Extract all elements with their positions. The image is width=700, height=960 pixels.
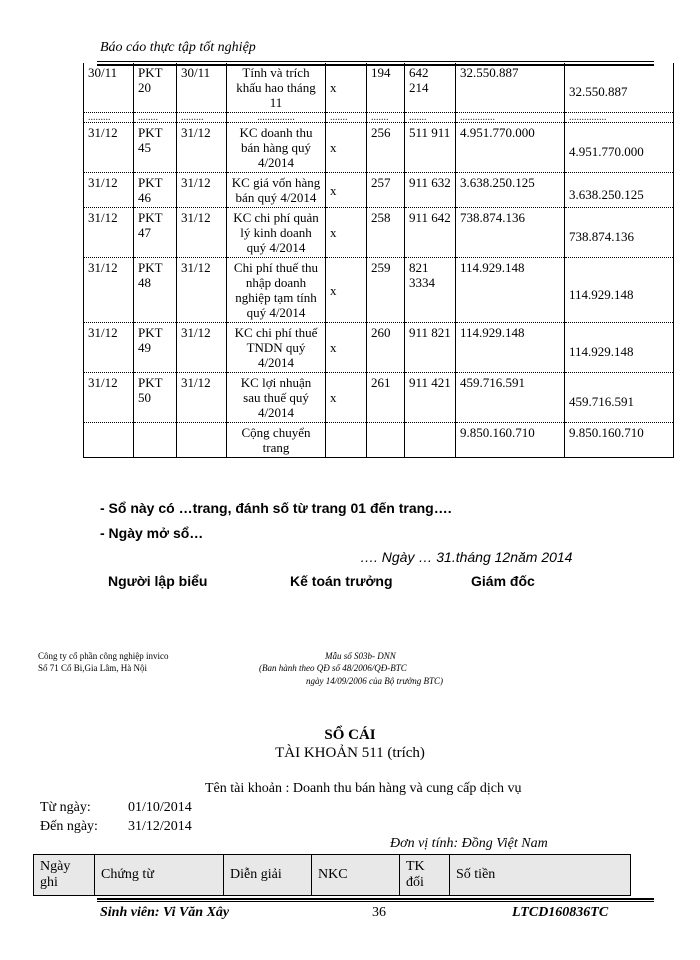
empty-cell (84, 423, 134, 458)
empty-cell (134, 423, 177, 458)
col-header: Số tiền (450, 855, 631, 896)
contra-account: ....... (405, 113, 456, 123)
date-from (40, 800, 192, 816)
signing-date: …. Ngày … 31.tháng 12năm 2014 (360, 549, 573, 565)
footer-rule (97, 901, 654, 902)
voucher-number: PKT 50 (134, 373, 177, 423)
date-to-label: Đến ngày: (40, 819, 98, 834)
credit-amount: 114.929.148 (565, 258, 674, 323)
nkc-line: 261 (367, 373, 405, 423)
debit-amount: 4.951.770.000 (456, 123, 565, 173)
table-row (84, 173, 674, 208)
debit-amount: 114.929.148 (456, 323, 565, 373)
voucher-date: 31/12 (177, 123, 227, 173)
voucher-date: 30/11 (177, 63, 227, 113)
header-rule (97, 61, 654, 62)
footer-page-number: 36 (372, 905, 386, 920)
empty-cell (326, 423, 367, 458)
signature-chief-accountant: Kế toán trưởng (290, 573, 393, 589)
description: Tính và trích khấu hao tháng 11 (227, 63, 326, 113)
table-row (84, 113, 674, 123)
nkc-line: 260 (367, 323, 405, 373)
credit-amount: 459.716.591 (565, 373, 674, 423)
entry-date: 30/11 (84, 63, 134, 113)
nkc-line: 257 (367, 173, 405, 208)
debit-amount: 738.874.136 (456, 208, 565, 258)
description: ............... (227, 113, 326, 123)
entry-date: 31/12 (84, 373, 134, 423)
credit-amount: ............... (565, 113, 674, 123)
note-open-date: - Ngày mở sổ… (100, 525, 204, 541)
credit-amount: 114.929.148 (565, 323, 674, 373)
ledger-title: SỔ CÁI (324, 727, 376, 743)
contra-account: 911 821 (405, 323, 456, 373)
description: Chi phí thuế thu nhập doanh nghiệp tạm tính quý 4/2014 (227, 258, 326, 323)
total-debit: 9.850.160.710 (456, 423, 565, 458)
contra-account: 821 3334 (405, 258, 456, 323)
table-row (84, 208, 674, 258)
currency-unit: Đơn vị tính: Đồng Việt Nam (390, 836, 548, 851)
nkc-line: 259 (367, 258, 405, 323)
contra-account: 642 214 (405, 63, 456, 113)
empty-cell (177, 423, 227, 458)
debit-amount: 32.550.887 (456, 63, 565, 113)
posted-mark: ....... (326, 113, 367, 123)
contra-account: 911 421 (405, 373, 456, 423)
posted-mark: x (326, 208, 367, 258)
voucher-date: ......... (177, 113, 227, 123)
account-name: Tên tài khoản : Doanh thu bán hàng và cung cấp dịch vụ (205, 781, 522, 796)
total-credit: 9.850.160.710 (565, 423, 674, 458)
debit-amount: 114.929.148 (456, 258, 565, 323)
voucher-number: PKT 20 (134, 63, 177, 113)
entry-date: 31/12 (84, 323, 134, 373)
table-row (84, 373, 674, 423)
contra-account: 911 632 (405, 173, 456, 208)
company-name: Công ty cổ phần công nghiệp invico (38, 651, 169, 661)
entry-date: 31/12 (84, 208, 134, 258)
entry-date: 31/12 (84, 123, 134, 173)
nkc-line: 256 (367, 123, 405, 173)
empty-cell (367, 423, 405, 458)
contra-account: 511 911 (405, 123, 456, 173)
col-header: TK đối (400, 855, 450, 896)
credit-amount: 4.951.770.000 (565, 123, 674, 173)
form-code: Mẫu số S03b- DNN (325, 651, 396, 661)
voucher-date: 31/12 (177, 373, 227, 423)
voucher-date: 31/12 (177, 173, 227, 208)
total-row (84, 423, 674, 458)
credit-amount: 32.550.887 (565, 63, 674, 113)
posted-mark: x (326, 373, 367, 423)
ledger-subtitle: TÀI KHOẢN 511 (trích) (275, 745, 425, 761)
signature-director: Giám đốc (471, 573, 535, 589)
voucher-number: PKT 46 (134, 173, 177, 208)
posted-mark: x (326, 173, 367, 208)
table-row (84, 323, 674, 373)
entry-date: 31/12 (84, 258, 134, 323)
credit-amount: 738.874.136 (565, 208, 674, 258)
col-header: Chứng từ (95, 855, 224, 896)
voucher-date: 31/12 (177, 208, 227, 258)
nkc-line: 258 (367, 208, 405, 258)
note-page-count: - Sổ này có …trang, đánh số từ trang 01 đến trang…. (100, 500, 452, 516)
description: KC chi phí thuế TNDN quý 4/2014 (227, 323, 326, 373)
company-address: Số 71 Cổ Bi,Gia Lâm, Hà Nội (38, 663, 147, 673)
col-header: Diễn giải (224, 855, 312, 896)
report-header-title: Báo cáo thực tập tốt nghiệp (100, 40, 256, 55)
table-row (84, 123, 674, 173)
description: KC doanh thu bán hàng quý 4/2014 (227, 123, 326, 173)
table-row (84, 63, 674, 113)
empty-cell (405, 423, 456, 458)
entry-date: 31/12 (84, 173, 134, 208)
col-header: Ngày ghi (34, 855, 95, 896)
total-label: Cộng chuyển trang (227, 423, 326, 458)
description: KC giá vốn hàng bán quý 4/2014 (227, 173, 326, 208)
posted-mark: x (326, 123, 367, 173)
journal-table (83, 63, 674, 458)
debit-amount: 3.638.250.125 (456, 173, 565, 208)
voucher-number: ........ (134, 113, 177, 123)
date-from-label: Từ ngày: (40, 800, 91, 815)
footer-student-code: LTCD160836TC (512, 905, 609, 920)
nkc-line: ....... (367, 113, 405, 123)
date-to-value: 31/12/2014 (128, 819, 192, 834)
contra-account: 911 642 (405, 208, 456, 258)
form-issued: (Ban hành theo QĐ số 48/2006/QĐ-BTC (259, 663, 407, 673)
form-issued-date: ngày 14/09/2006 của Bộ trưởng BTC) (306, 676, 443, 686)
date-to (40, 819, 192, 835)
description: KC chi phí quản lý kinh doanh quý 4/2014 (227, 208, 326, 258)
voucher-number: PKT 49 (134, 323, 177, 373)
footer-student: Sinh viên: Vi Văn Xây (100, 905, 230, 920)
posted-mark: x (326, 323, 367, 373)
description: KC lợi nhuận sau thuế quý 4/2014 (227, 373, 326, 423)
voucher-number: PKT 45 (134, 123, 177, 173)
voucher-number: PKT 48 (134, 258, 177, 323)
signature-preparer: Người lập biểu (108, 573, 208, 589)
nkc-line: 194 (367, 63, 405, 113)
ledger-header-table (33, 854, 631, 896)
voucher-date: 31/12 (177, 323, 227, 373)
col-header: NKC (312, 855, 400, 896)
voucher-number: PKT 47 (134, 208, 177, 258)
date-from-value: 01/10/2014 (128, 800, 192, 815)
posted-mark: x (326, 63, 367, 113)
debit-amount: 459.716.591 (456, 373, 565, 423)
entry-date: ......... (84, 113, 134, 123)
table-row (84, 258, 674, 323)
posted-mark: x (326, 258, 367, 323)
credit-amount: 3.638.250.125 (565, 173, 674, 208)
footer-rule (97, 898, 654, 900)
debit-amount: .............. (456, 113, 565, 123)
voucher-date: 31/12 (177, 258, 227, 323)
